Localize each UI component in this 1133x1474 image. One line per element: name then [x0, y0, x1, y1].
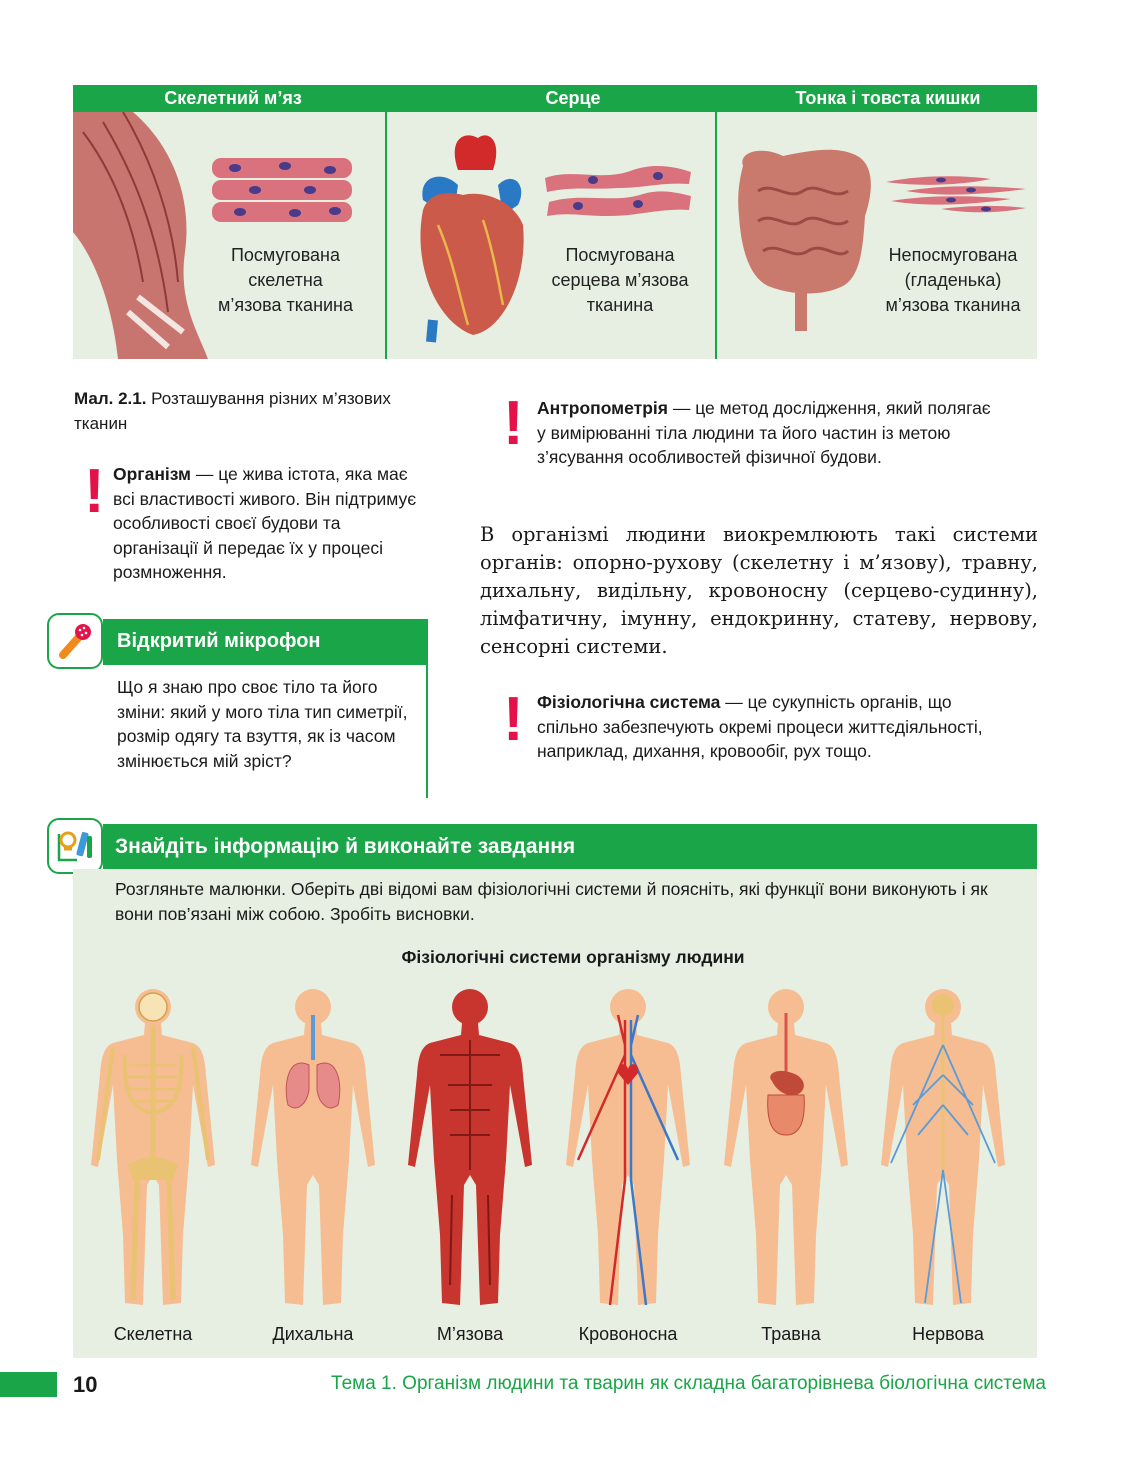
muscular-system-figure: [408, 989, 532, 1305]
skeletal-caption-line2: скелетна: [248, 270, 323, 290]
header-heart: Серце: [545, 88, 601, 108]
cardiac-caption-line1: Посмугована: [565, 245, 675, 265]
physiological-system-term: Фізіологічна система: [537, 692, 721, 712]
physiological-system-text: — це сукупність органів, що спільно забезпечують окремі процеси життєдіяльності, наприклад, дихання, кровообіг, рух тощо.: [537, 692, 983, 762]
anthropometry-term: Антропометрія: [537, 398, 668, 418]
footer-topic: Тема 1. Організм людини та тварин як складна багаторівнева біологічна система: [331, 1373, 1046, 1394]
header-intestines: Тонка і товста кишки: [795, 88, 981, 108]
system-label-skeletal: Скелетна: [113, 1324, 193, 1344]
system-label-circulatory: Кровоносна: [578, 1324, 678, 1344]
smooth-caption-line2: (гладенька): [904, 270, 1002, 290]
open-mic-header: [103, 619, 428, 665]
smooth-tissue-illustration: [881, 167, 1031, 217]
organism-definition: [113, 462, 418, 585]
skeletal-tissue-illustration: [210, 152, 355, 232]
header-skeletal-muscle: Скелетний м’яз: [164, 88, 302, 108]
system-label-digestive: Травна: [761, 1324, 821, 1344]
digestive-system-figure: [724, 989, 848, 1305]
intestines-illustration: [733, 146, 878, 336]
figure-caption-label: Мал. 2.1.: [74, 389, 147, 408]
physiological-system-definition: [537, 690, 1002, 764]
task-text: Розгляньте малюнки. Оберіть дві відомі вам фізіологічні системи й поясніть, які функції вони виконують і як вони пов’язані між собою. Зробіть висновки.: [115, 879, 988, 924]
cardiac-tissue-illustration: [543, 160, 693, 225]
task-header: [103, 824, 1037, 869]
organism-text: — це жива істота, яка має всі властивості живого. Він підтримує особливості своєї будови та організації й передає їх у процесі розмноження.: [113, 464, 417, 583]
exclamation-icon: !: [84, 457, 105, 526]
systems-figure-title: Фізіологічні системи організму людини: [401, 947, 745, 967]
research-icon: [47, 818, 103, 874]
cardiac-caption-line3: тканина: [586, 295, 654, 315]
open-mic-title: Відкритий мікрофон: [117, 630, 321, 652]
anthropometry-definition: [537, 396, 997, 470]
page-number: 10: [73, 1372, 98, 1397]
human-systems-illustration: [73, 985, 1037, 1315]
skeletal-caption-line1: Посмугована: [230, 245, 341, 265]
circulatory-system-figure: [566, 989, 690, 1305]
heart-illustration: [403, 130, 533, 345]
exclamation-icon: !: [503, 389, 524, 458]
skeletal-system-figure: [91, 989, 215, 1305]
system-label-muscular: М’язова: [436, 1324, 504, 1344]
microphone-icon: [47, 613, 103, 669]
nervous-system-figure: [881, 989, 1005, 1305]
open-mic-text: Що я знаю про своє тіло та його зміни: який у мого тіла тип симетрії, розмір одягу та взуття, як із часом змінюється мій зріст?: [117, 677, 408, 771]
respiratory-system-figure: [251, 989, 375, 1305]
skeletal-caption-line3: м’язова тканина: [217, 295, 354, 315]
figure-caption: [74, 386, 394, 436]
exclamation-icon: !: [503, 685, 524, 754]
cardiac-caption-line2: серцева м’язова: [551, 270, 689, 290]
smooth-caption-line3: м’язова тканина: [885, 295, 1021, 315]
muscle-table-header: [73, 85, 1037, 112]
anthropometry-text: — це метод дослідження, який полягає у вимірюванні тіла людини та його частин із метою з’ясування особливостей фізичної будови.: [537, 398, 991, 468]
figure-caption-text: Розташування різних м’язових тканин: [74, 389, 391, 433]
task-title: Знайдіть інформацію й виконайте завдання: [115, 835, 576, 858]
system-label-respiratory: Дихальна: [272, 1324, 354, 1344]
arm-muscle-illustration: [73, 112, 213, 359]
footer-accent-bar: [0, 1372, 57, 1397]
system-label-nervous: Нервова: [912, 1324, 984, 1344]
smooth-caption-line1: Непосмугована: [888, 245, 1018, 265]
muscle-table-body: [73, 112, 1037, 359]
organism-term: Організм: [113, 464, 191, 484]
systems-paragraph: В організмі людини виокремлюють такі системи органів: опорно-рухову (скелетну і м’язову), травну, дихальну, видільну, кровоносну (серцево-судинну), лімфатичну, імунну, ендокринну, статеву, нервову, сенсорні системи.: [480, 523, 1038, 658]
